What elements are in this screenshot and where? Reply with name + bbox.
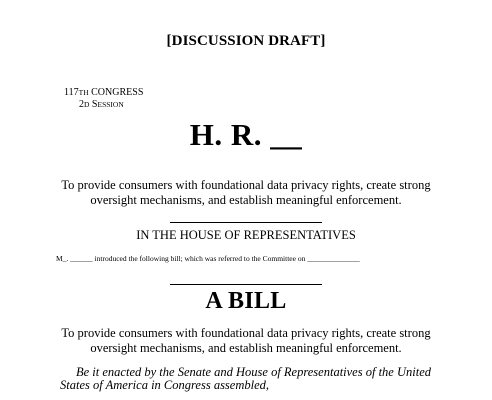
congress-number-suffix: TH: [78, 88, 89, 97]
session-line: [64, 99, 143, 111]
congress-session-block: [64, 87, 143, 111]
introduction-line: M_. ______ introduced the following bill; which was referred to the Committee on ______________: [56, 254, 360, 263]
bill-purpose: To provide consumers with foundational data privacy rights, create strong oversight mechanisms, and establish meaningful enforcement.: [61, 178, 431, 207]
congress-line: [64, 87, 143, 99]
session-number-suffix: D: [84, 100, 90, 109]
enacting-clause: Be it enacted by the Senate and House of Representatives of the United States of America in Congress assembled,: [60, 365, 431, 392]
divider-top: [170, 222, 322, 223]
congress-number: 117: [64, 87, 79, 98]
session-number: 2: [79, 99, 84, 110]
bill-purpose-repeat: To provide consumers with foundational data privacy rights, create strong oversight mechanisms, and establish meaningful enforcement.: [61, 326, 431, 355]
session-first-letter: S: [91, 99, 98, 110]
bill-number: H. R. __: [189, 117, 303, 152]
house-heading: IN THE HOUSE OF REPRESENTATIVES: [136, 228, 356, 242]
draft-label: [DISCUSSION DRAFT]: [166, 33, 326, 49]
a-bill-heading: A BILL: [205, 288, 287, 314]
session-rest: ESSION: [97, 100, 124, 109]
congress-word: CONGRESS: [91, 87, 144, 98]
divider-bottom: [170, 284, 322, 285]
